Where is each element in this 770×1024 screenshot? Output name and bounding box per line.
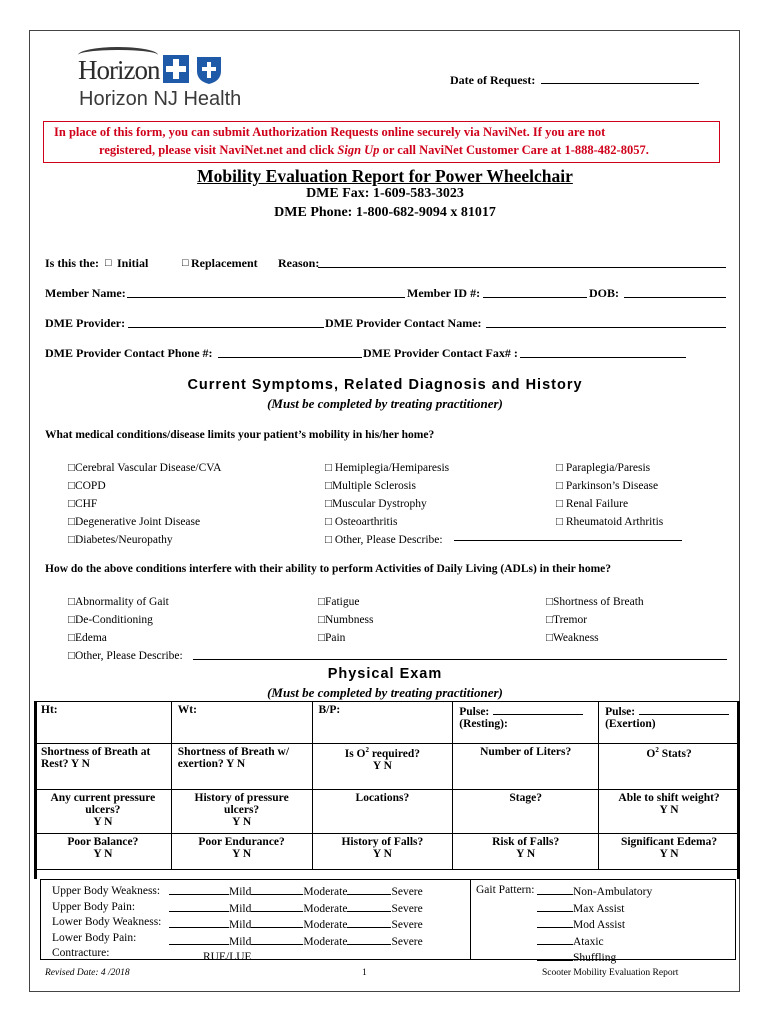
adl-option[interactable]: □Shortness of Breath bbox=[546, 596, 644, 608]
history-ulcers-line-1: History of pressure bbox=[194, 792, 289, 804]
moderate-blank[interactable] bbox=[251, 934, 303, 945]
physical-exam-subtitle: (Must be completed by treating practitioner) bbox=[267, 685, 503, 700]
adl-option[interactable]: □Abnormality of Gait bbox=[68, 596, 169, 608]
pressure-ulcers-cell[interactable] bbox=[35, 790, 172, 834]
sob-rest-cell[interactable] bbox=[35, 744, 172, 790]
gait-blank[interactable] bbox=[537, 950, 573, 961]
condition-option[interactable]: □ Renal Failure bbox=[556, 498, 629, 510]
condition-option[interactable]: □CHF bbox=[68, 498, 98, 510]
risk-falls-label: Risk of Falls? bbox=[492, 836, 560, 848]
resting-label: (Resting): bbox=[459, 718, 508, 730]
exertion-label: (Exertion) bbox=[605, 718, 656, 730]
condition-option[interactable]: □ Rheumatoid Arthritis bbox=[556, 516, 664, 528]
sob-exertion-line-2: exertion? Y N bbox=[177, 758, 246, 770]
dme-provider-label: DME Provider: bbox=[45, 316, 126, 330]
adl-option[interactable]: □Edema bbox=[68, 632, 107, 644]
shift-weight-yn: Y N bbox=[659, 804, 679, 816]
severity-row bbox=[169, 901, 423, 918]
sob-exertion-line-1: Shortness of Breath w/ bbox=[177, 746, 290, 758]
symptoms-subtitle: (Must be completed by treating practitioner) bbox=[267, 396, 503, 411]
initial-label: Initial bbox=[117, 256, 149, 270]
mild-label: Mild bbox=[229, 886, 252, 898]
mild-label: Mild bbox=[229, 902, 252, 915]
ulcers-yn: Y N bbox=[93, 816, 113, 828]
rue-lue-label: RUE/LUE bbox=[203, 951, 252, 963]
medical-conditions-question: What medical conditions/disease limits your patient’s mobility in his/her home? bbox=[45, 429, 435, 441]
adl-option[interactable]: □Fatigue bbox=[318, 596, 360, 608]
condition-option[interactable]: □Multiple Sclerosis bbox=[325, 480, 416, 492]
pulse-exertion-field[interactable] bbox=[639, 704, 729, 715]
box-divider bbox=[470, 879, 471, 960]
liters-cell[interactable] bbox=[453, 744, 599, 790]
stage-cell[interactable] bbox=[453, 790, 599, 834]
weakness-severity-grid bbox=[169, 884, 423, 966]
conditions-column-2 bbox=[325, 459, 449, 549]
weight-label: Wt: bbox=[177, 704, 197, 716]
o2-required-yn: Y N bbox=[372, 759, 392, 772]
moderate-blank[interactable] bbox=[251, 884, 303, 895]
history-ulcers-line-2: ulcers? bbox=[224, 804, 260, 816]
o2-required-suffix: required? bbox=[369, 747, 421, 760]
member-id-label: Member ID #: bbox=[407, 286, 481, 300]
mild-label: Mild bbox=[229, 919, 252, 931]
weight-cell[interactable] bbox=[171, 702, 312, 744]
gait-option-label: Non-Ambulatory bbox=[573, 886, 653, 898]
moderate-label: Moderate bbox=[303, 902, 348, 915]
shift-weight-label: Able to shift weight? bbox=[618, 792, 720, 804]
mild-blank[interactable] bbox=[169, 901, 229, 912]
date-of-request-field[interactable] bbox=[541, 83, 699, 84]
adl-option[interactable]: □Weakness bbox=[546, 632, 599, 644]
history-falls-cell[interactable] bbox=[312, 834, 453, 870]
dme-contact-fax-label: DME Provider Contact Fax# : bbox=[363, 346, 518, 360]
upper-body-pain-label: Upper Body Pain: bbox=[52, 900, 136, 913]
adl-option[interactable]: □Tremor bbox=[546, 614, 588, 626]
other-adl-field[interactable] bbox=[193, 659, 727, 660]
gait-option[interactable] bbox=[537, 901, 652, 918]
replacement-label: Replacement bbox=[191, 256, 258, 270]
dme-contact-name-label: DME Provider Contact Name: bbox=[325, 316, 482, 330]
member-id-field[interactable] bbox=[483, 297, 587, 298]
ulcers-line-1: Any current pressure bbox=[50, 792, 156, 804]
sob-exertion-cell[interactable] bbox=[171, 744, 312, 790]
stage-label: Stage? bbox=[509, 792, 542, 804]
mild-blank[interactable] bbox=[169, 934, 229, 945]
poor-endurance-cell[interactable] bbox=[171, 834, 312, 870]
member-name-label: Member Name: bbox=[45, 286, 126, 300]
shift-weight-cell[interactable] bbox=[599, 790, 740, 834]
locations-label: Locations? bbox=[355, 792, 410, 804]
conditions-column-1 bbox=[68, 459, 221, 549]
condition-option[interactable]: □Cerebral Vascular Disease/CVA bbox=[68, 462, 222, 474]
bp-label: B/P: bbox=[318, 704, 341, 716]
poor-endurance-label: Poor Endurance? bbox=[198, 836, 285, 848]
condition-option[interactable]: □Degenerative Joint Disease bbox=[68, 516, 201, 528]
gait-option[interactable] bbox=[537, 950, 652, 967]
dme-contact-phone-field[interactable] bbox=[218, 357, 362, 358]
gait-blank[interactable] bbox=[537, 917, 573, 928]
severity-row bbox=[169, 934, 423, 951]
notice-text-b: or call NaviNet Customer Care at 1-888-482-8057. bbox=[379, 143, 649, 157]
moderate-label: Moderate bbox=[303, 935, 348, 948]
pulse-label: Pulse: bbox=[459, 706, 490, 718]
adl-column-3 bbox=[546, 593, 644, 647]
pulse-exertion-cell[interactable] bbox=[599, 702, 740, 744]
dme-fax: DME Fax: 1-609-583-3023 bbox=[306, 186, 464, 201]
pulse-label: Pulse: bbox=[605, 706, 636, 718]
mild-blank[interactable] bbox=[169, 917, 229, 928]
o2-required-text: Is O bbox=[344, 747, 366, 760]
notice-line-1: In place of this form, you can submit Authorization Requests online securely via NaviNet. If you are not bbox=[54, 125, 606, 139]
notice-line-2 bbox=[99, 143, 649, 158]
o2-stats-subscript: 2 bbox=[655, 746, 659, 754]
date-of-request-label: Date of Request: bbox=[450, 73, 536, 87]
logo-brand: Horizon bbox=[78, 55, 160, 85]
liters-label: Number of Liters? bbox=[480, 746, 572, 758]
adl-question: How do the above conditions interfere with their ability to perform Activities of Daily Living (ADLs) in their home? bbox=[45, 563, 612, 575]
mild-label: Mild bbox=[229, 935, 252, 948]
physical-exam-title: Physical Exam bbox=[327, 666, 443, 682]
o2-stats-cell[interactable] bbox=[599, 744, 740, 790]
symptoms-section-title: Current Symptoms, Related Diagnosis and History bbox=[187, 377, 583, 393]
physical-exam-table bbox=[34, 701, 740, 870]
gait-option[interactable] bbox=[537, 917, 652, 934]
moderate-blank[interactable] bbox=[251, 917, 303, 928]
pulse-resting-cell[interactable] bbox=[453, 702, 599, 744]
conditions-column-3 bbox=[556, 459, 663, 531]
o2-required-label bbox=[319, 746, 447, 760]
revised-date: Revised Date: 4 /2018 bbox=[45, 968, 130, 978]
other-condition-field[interactable] bbox=[454, 540, 682, 541]
condition-option[interactable]: □ Hemiplegia/Hemiparesis bbox=[325, 462, 450, 474]
o2-stats-label bbox=[605, 746, 733, 760]
severe-label: Severe bbox=[391, 919, 423, 931]
blue-shield-icon bbox=[196, 55, 222, 85]
upper-body-weakness-label: Upper Body Weakness: bbox=[52, 885, 161, 897]
poor-balance-label: Poor Balance? bbox=[67, 836, 139, 848]
dme-phone: DME Phone: 1-800-682-9094 x 81017 bbox=[274, 205, 496, 220]
dme-contact-name-field[interactable] bbox=[486, 327, 726, 328]
moderate-blank[interactable] bbox=[251, 901, 303, 912]
history-falls-yn: Y N bbox=[372, 848, 392, 860]
gait-blank[interactable] bbox=[537, 884, 573, 895]
adl-option[interactable]: □Numbness bbox=[318, 614, 374, 626]
navinet-notice bbox=[43, 121, 720, 163]
adl-column-1 bbox=[68, 593, 183, 665]
logo-subtitle: Horizon NJ Health bbox=[79, 88, 242, 110]
edema-label: Significant Edema? bbox=[620, 836, 718, 848]
adl-option[interactable]: □De-Conditioning bbox=[68, 614, 153, 626]
condition-option[interactable]: □COPD bbox=[68, 480, 106, 492]
gait-option-label: Max Assist bbox=[573, 902, 625, 915]
severe-label: Severe bbox=[391, 902, 423, 915]
o2-required-cell[interactable] bbox=[312, 744, 453, 790]
o2-stats-text: O bbox=[646, 747, 656, 760]
reason-field[interactable] bbox=[318, 267, 726, 268]
dob-field[interactable] bbox=[624, 297, 726, 298]
request-type-label: Is this the: bbox=[45, 256, 100, 270]
page-number: 1 bbox=[362, 968, 367, 978]
gait-option-label: Mod Assist bbox=[573, 919, 626, 931]
poor-balance-yn: Y N bbox=[93, 848, 113, 860]
history-falls-label: History of Falls? bbox=[341, 836, 424, 848]
adl-column-2 bbox=[318, 593, 374, 647]
lower-body-pain-label: Lower Body Pain: bbox=[52, 931, 137, 944]
severe-blank[interactable] bbox=[347, 901, 391, 912]
ulcers-line-2: ulcers? bbox=[85, 804, 121, 816]
gait-blank[interactable] bbox=[537, 901, 573, 912]
dme-contact-phone-label: DME Provider Contact Phone #: bbox=[45, 346, 213, 360]
contracture-label: Contracture: bbox=[52, 947, 110, 959]
condition-option[interactable]: □ Osteoarthritis bbox=[325, 516, 398, 528]
contracture-row bbox=[169, 950, 423, 966]
initial-checkbox[interactable]: □ bbox=[105, 257, 112, 269]
gait-options bbox=[537, 884, 652, 967]
gait-option[interactable] bbox=[537, 934, 652, 951]
history-ulcers-cell[interactable] bbox=[171, 790, 312, 834]
severity-row bbox=[169, 884, 423, 901]
dme-contact-fax-field[interactable] bbox=[520, 357, 686, 358]
sob-rest-line-2: Rest? Y N bbox=[41, 758, 90, 770]
poor-endurance-yn: Y N bbox=[232, 848, 252, 860]
severe-label: Severe bbox=[391, 886, 423, 898]
locations-cell[interactable] bbox=[312, 790, 453, 834]
member-name-field[interactable] bbox=[127, 297, 405, 298]
condition-option[interactable]: □ Other, Please Describe: bbox=[325, 534, 443, 546]
weakness-labels bbox=[52, 884, 161, 962]
risk-falls-cell[interactable] bbox=[453, 834, 599, 870]
pulse-resting-field[interactable] bbox=[493, 704, 583, 715]
dme-provider-field[interactable] bbox=[128, 327, 324, 328]
notice-text-a: registered, please visit NaviNet.net and click bbox=[99, 143, 338, 157]
edema-yn: Y N bbox=[659, 848, 679, 860]
moderate-label: Moderate bbox=[303, 886, 348, 898]
history-ulcers-yn: Y N bbox=[232, 816, 252, 828]
footer-doc-name: Scooter Mobility Evaluation Report bbox=[542, 968, 679, 978]
form-title: Mobility Evaluation Report for Power Wheelchair bbox=[197, 166, 573, 186]
risk-falls-yn: Y N bbox=[516, 848, 536, 860]
condition-option[interactable]: □ Paraplegia/Paresis bbox=[556, 462, 651, 474]
edema-cell[interactable] bbox=[599, 834, 740, 870]
o2-subscript: 2 bbox=[365, 746, 369, 754]
condition-option[interactable]: □Diabetes/Neuropathy bbox=[68, 534, 173, 546]
condition-option[interactable]: □ Parkinson’s Disease bbox=[556, 480, 659, 492]
gait-option-label: Ataxic bbox=[573, 935, 604, 948]
gait-option[interactable] bbox=[537, 884, 652, 901]
adl-option[interactable]: □Pain bbox=[318, 632, 346, 644]
severe-label: Severe bbox=[391, 935, 423, 948]
mild-blank[interactable] bbox=[169, 884, 229, 895]
o2-stats-suffix: Stats? bbox=[658, 747, 692, 760]
height-label: Ht: bbox=[41, 704, 58, 716]
height-cell[interactable] bbox=[35, 702, 172, 744]
replacement-checkbox[interactable]: □ bbox=[182, 257, 189, 269]
lower-body-weakness-label: Lower Body Weakness: bbox=[52, 916, 162, 928]
severe-blank[interactable] bbox=[347, 917, 391, 928]
condition-option[interactable]: □Muscular Dystrophy bbox=[325, 498, 427, 510]
dob-label: DOB: bbox=[589, 286, 619, 300]
sign-up-link[interactable]: Sign Up bbox=[337, 143, 380, 157]
poor-balance-cell[interactable] bbox=[35, 834, 172, 870]
severity-row bbox=[169, 917, 423, 934]
reason-label: Reason: bbox=[278, 256, 320, 270]
moderate-label: Moderate bbox=[303, 919, 348, 931]
adl-option[interactable]: □Other, Please Describe: bbox=[68, 650, 183, 662]
severe-blank[interactable] bbox=[347, 934, 391, 945]
gait-pattern-label: Gait Pattern: bbox=[476, 884, 535, 896]
sob-rest-line-1: Shortness of Breath at bbox=[41, 746, 151, 758]
gait-option-label: Shuffling bbox=[573, 952, 617, 964]
gait-blank[interactable] bbox=[537, 934, 573, 945]
blue-cross-icon bbox=[163, 55, 189, 85]
severe-blank[interactable] bbox=[347, 884, 391, 895]
bp-cell[interactable] bbox=[312, 702, 453, 744]
